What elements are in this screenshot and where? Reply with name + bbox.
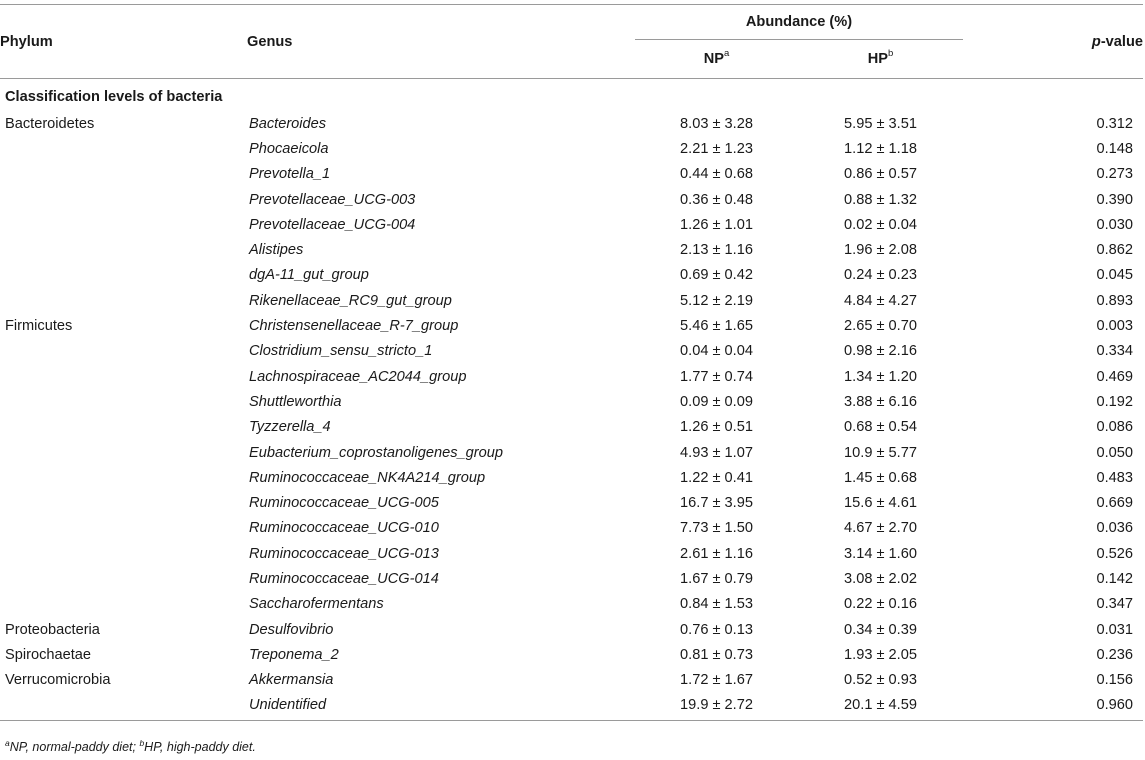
cell-pvalue: 0.156 xyxy=(1096,672,1133,689)
cell-genus: Prevotellaceae_UCG-003 xyxy=(249,191,416,208)
cell-pvalue: 0.273 xyxy=(1096,166,1133,183)
cell-phylum xyxy=(0,212,247,237)
cell-np: 1.72 ± 1.67 xyxy=(680,672,753,689)
cell-pvalue: 0.669 xyxy=(1096,495,1133,512)
cell-hp: 0.22 ± 0.16 xyxy=(844,596,917,613)
table-row xyxy=(0,592,1143,617)
cell-phylum: Spirochaetae xyxy=(5,646,92,663)
cell-np: 0.44 ± 0.68 xyxy=(680,166,753,183)
cell-genus: Prevotellaceae_UCG-004 xyxy=(249,216,416,233)
cell-pvalue: 0.192 xyxy=(1096,393,1133,410)
cell-np: 0.76 ± 0.13 xyxy=(680,621,753,638)
cell-pvalue: 0.003 xyxy=(1096,318,1133,335)
cell-phylum: Proteobacteria xyxy=(5,621,100,638)
table-row xyxy=(0,111,1143,136)
cell-phylum: Verrucomicrobia xyxy=(5,672,111,689)
header-np xyxy=(635,40,798,79)
cell-genus: Rikenellaceae_RC9_gut_group xyxy=(249,292,452,309)
cell-genus: Eubacterium_coprostanoligenes_group xyxy=(249,444,503,461)
cell-pvalue: 0.893 xyxy=(1096,292,1133,309)
cell-phylum xyxy=(0,288,247,313)
cell-hp: 3.08 ± 2.02 xyxy=(844,570,917,587)
cell-genus: Phocaeicola xyxy=(249,140,329,157)
cell-np: 0.81 ± 0.73 xyxy=(680,646,753,663)
cell-phylum xyxy=(0,187,247,212)
table-row xyxy=(0,212,1143,237)
cell-phylum: Bacteroidetes xyxy=(5,115,95,132)
cell-hp: 0.24 ± 0.23 xyxy=(844,267,917,284)
cell-phylum xyxy=(0,162,247,187)
cell-np: 16.7 ± 3.95 xyxy=(680,495,753,512)
cell-np: 5.46 ± 1.65 xyxy=(680,318,753,335)
header-abundance-label: Abundance (%) xyxy=(745,14,853,30)
table-row xyxy=(0,389,1143,414)
cell-phylum xyxy=(0,364,247,389)
cell-genus: Ruminococcaceae_NK4A214_group xyxy=(249,469,486,486)
cell-genus: Shuttleworthia xyxy=(249,393,342,410)
table-row xyxy=(0,263,1143,288)
cell-np: 1.26 ± 0.51 xyxy=(680,419,753,436)
table-row xyxy=(0,693,1143,721)
table-row xyxy=(0,566,1143,591)
cell-phylum xyxy=(0,592,247,617)
table-row xyxy=(0,364,1143,389)
cell-genus: dgA-11_gut_group xyxy=(249,267,369,284)
cell-genus: Lachnospiraceae_AC2044_group xyxy=(249,368,467,385)
cell-np: 0.36 ± 0.48 xyxy=(680,191,753,208)
cell-np: 19.9 ± 2.72 xyxy=(635,693,798,721)
cell-phylum xyxy=(0,566,247,591)
cell-phylum xyxy=(0,516,247,541)
cell-genus: Ruminococcaceae_UCG-010 xyxy=(249,520,439,537)
cell-pvalue: 0.526 xyxy=(1096,545,1133,562)
table-footnote xyxy=(5,740,256,754)
cell-np: 8.03 ± 3.28 xyxy=(680,115,753,132)
cell-phylum xyxy=(0,136,247,161)
cell-hp: 0.98 ± 2.16 xyxy=(844,343,917,360)
cell-genus: Ruminococcaceae_UCG-013 xyxy=(249,545,439,562)
cell-genus: Bacteroides xyxy=(249,115,327,132)
cell-np: 2.21 ± 1.23 xyxy=(680,140,753,157)
cell-np: 2.61 ± 1.16 xyxy=(680,545,753,562)
cell-np: 1.67 ± 0.79 xyxy=(680,570,753,587)
header-abundance xyxy=(635,5,963,40)
header-hp-sup: b xyxy=(887,48,894,59)
cell-pvalue: 0.050 xyxy=(1096,444,1133,461)
table-row xyxy=(0,415,1143,440)
cell-pvalue: 0.086 xyxy=(1096,419,1133,436)
table-row xyxy=(0,288,1143,313)
footnote-sup-a: a xyxy=(5,738,10,748)
table-row xyxy=(0,136,1143,161)
cell-pvalue: 0.148 xyxy=(1096,140,1133,157)
cell-pvalue: 0.142 xyxy=(1096,570,1133,587)
table-header xyxy=(0,5,1143,79)
header-genus: Genus xyxy=(247,33,293,50)
cell-genus: Tyzzerella_4 xyxy=(249,419,331,436)
cell-np: 0.04 ± 0.04 xyxy=(680,343,753,360)
cell-np: 0.09 ± 0.09 xyxy=(680,393,753,410)
cell-phylum xyxy=(0,389,247,414)
cell-hp: 5.95 ± 3.51 xyxy=(844,115,917,132)
cell-genus: Alistipes xyxy=(249,242,304,259)
cell-genus: Prevotella_1 xyxy=(249,166,331,183)
header-hp-label: HP xyxy=(867,51,888,67)
footnote-text-a: NP, normal-paddy diet; xyxy=(9,740,140,754)
table-row xyxy=(0,465,1143,490)
cell-hp: 3.14 ± 1.60 xyxy=(844,545,917,562)
cell-genus: Saccharofermentans xyxy=(249,596,384,613)
cell-hp: 1.93 ± 2.05 xyxy=(844,646,917,663)
table-row xyxy=(0,642,1143,667)
cell-phylum xyxy=(0,263,247,288)
cell-pvalue: 0.347 xyxy=(1096,596,1133,613)
cell-genus: Desulfovibrio xyxy=(249,621,334,638)
table-row xyxy=(0,440,1143,465)
header-pvalue-italic: p xyxy=(1091,33,1101,50)
header-np-label: NP xyxy=(703,51,724,67)
cell-phylum xyxy=(0,490,247,515)
cell-phylum xyxy=(0,693,247,721)
cell-pvalue: 0.045 xyxy=(1096,267,1133,284)
cell-pvalue: 0.960 xyxy=(963,693,1143,721)
cell-np: 7.73 ± 1.50 xyxy=(680,520,753,537)
cell-hp: 0.86 ± 0.57 xyxy=(844,166,917,183)
cell-pvalue: 0.390 xyxy=(1096,191,1133,208)
cell-np: 2.13 ± 1.16 xyxy=(680,242,753,259)
header-pvalue-rest: -value xyxy=(1100,33,1143,50)
table-body xyxy=(0,79,1143,721)
cell-hp: 1.34 ± 1.20 xyxy=(844,368,917,385)
table-row xyxy=(0,516,1143,541)
cell-genus: Akkermansia xyxy=(249,672,334,689)
cell-np: 1.22 ± 0.41 xyxy=(680,469,753,486)
cell-hp: 0.52 ± 0.93 xyxy=(844,672,917,689)
cell-hp: 2.65 ± 0.70 xyxy=(844,318,917,335)
cell-phylum xyxy=(0,541,247,566)
table-row xyxy=(0,237,1143,262)
cell-np: 5.12 ± 2.19 xyxy=(680,292,753,309)
cell-np: 0.84 ± 1.53 xyxy=(680,596,753,613)
cell-pvalue: 0.036 xyxy=(1096,520,1133,537)
cell-pvalue: 0.312 xyxy=(1096,115,1133,132)
cell-phylum xyxy=(0,339,247,364)
cell-hp: 15.6 ± 4.61 xyxy=(844,495,917,512)
cell-genus: Clostridium_sensu_stricto_1 xyxy=(249,343,433,360)
cell-hp: 1.12 ± 1.18 xyxy=(844,140,917,157)
cell-hp: 1.45 ± 0.68 xyxy=(844,469,917,486)
cell-pvalue: 0.030 xyxy=(1096,216,1133,233)
table-row xyxy=(0,541,1143,566)
table-row xyxy=(0,490,1143,515)
table-row xyxy=(0,187,1143,212)
cell-hp: 3.88 ± 6.16 xyxy=(844,393,917,410)
cell-phylum: Firmicutes xyxy=(5,318,73,335)
cell-np: 1.77 ± 0.74 xyxy=(680,368,753,385)
cell-np: 1.26 ± 1.01 xyxy=(680,216,753,233)
header-hp xyxy=(798,40,963,79)
table-row xyxy=(0,313,1143,338)
cell-pvalue: 0.031 xyxy=(1096,621,1133,638)
section-title: Classification levels of bacteria xyxy=(0,79,1143,112)
table-row xyxy=(0,668,1143,693)
cell-phylum xyxy=(0,465,247,490)
cell-genus: Ruminococcaceae_UCG-014 xyxy=(249,570,439,587)
cell-hp: 10.9 ± 5.77 xyxy=(844,444,917,461)
footnote-text-b: HP, high-paddy diet. xyxy=(144,740,256,754)
footnote-sup-b: b xyxy=(139,738,145,748)
cell-pvalue: 0.862 xyxy=(1096,242,1133,259)
cell-genus: Ruminococcaceae_UCG-005 xyxy=(249,495,439,512)
header-pvalue xyxy=(963,5,1143,79)
cell-pvalue: 0.483 xyxy=(1096,469,1133,486)
cell-hp: 1.96 ± 2.08 xyxy=(844,242,917,259)
cell-phylum xyxy=(0,440,247,465)
cell-hp: 0.02 ± 0.04 xyxy=(844,216,917,233)
table-row xyxy=(0,339,1143,364)
cell-hp: 0.88 ± 1.32 xyxy=(844,191,917,208)
cell-np: 0.69 ± 0.42 xyxy=(680,267,753,284)
cell-genus: Christensenellaceae_R-7_group xyxy=(249,318,459,335)
header-phylum: Phylum xyxy=(0,33,53,50)
cell-hp: 0.68 ± 0.54 xyxy=(844,419,917,436)
cell-hp: 0.34 ± 0.39 xyxy=(844,621,917,638)
table-row xyxy=(0,162,1143,187)
cell-pvalue: 0.236 xyxy=(1096,646,1133,663)
cell-genus: Unidentified xyxy=(247,693,635,721)
cell-phylum xyxy=(0,415,247,440)
cell-genus: Treponema_2 xyxy=(249,646,339,663)
cell-pvalue: 0.334 xyxy=(1096,343,1133,360)
header-np-sup: a xyxy=(723,48,730,59)
cell-hp: 20.1 ± 4.59 xyxy=(798,693,963,721)
cell-phylum xyxy=(0,237,247,262)
abundance-table xyxy=(0,4,1143,721)
cell-np: 4.93 ± 1.07 xyxy=(680,444,753,461)
cell-hp: 4.67 ± 2.70 xyxy=(844,520,917,537)
table-row xyxy=(0,617,1143,642)
cell-pvalue: 0.469 xyxy=(1096,368,1133,385)
cell-hp: 4.84 ± 4.27 xyxy=(844,292,917,309)
